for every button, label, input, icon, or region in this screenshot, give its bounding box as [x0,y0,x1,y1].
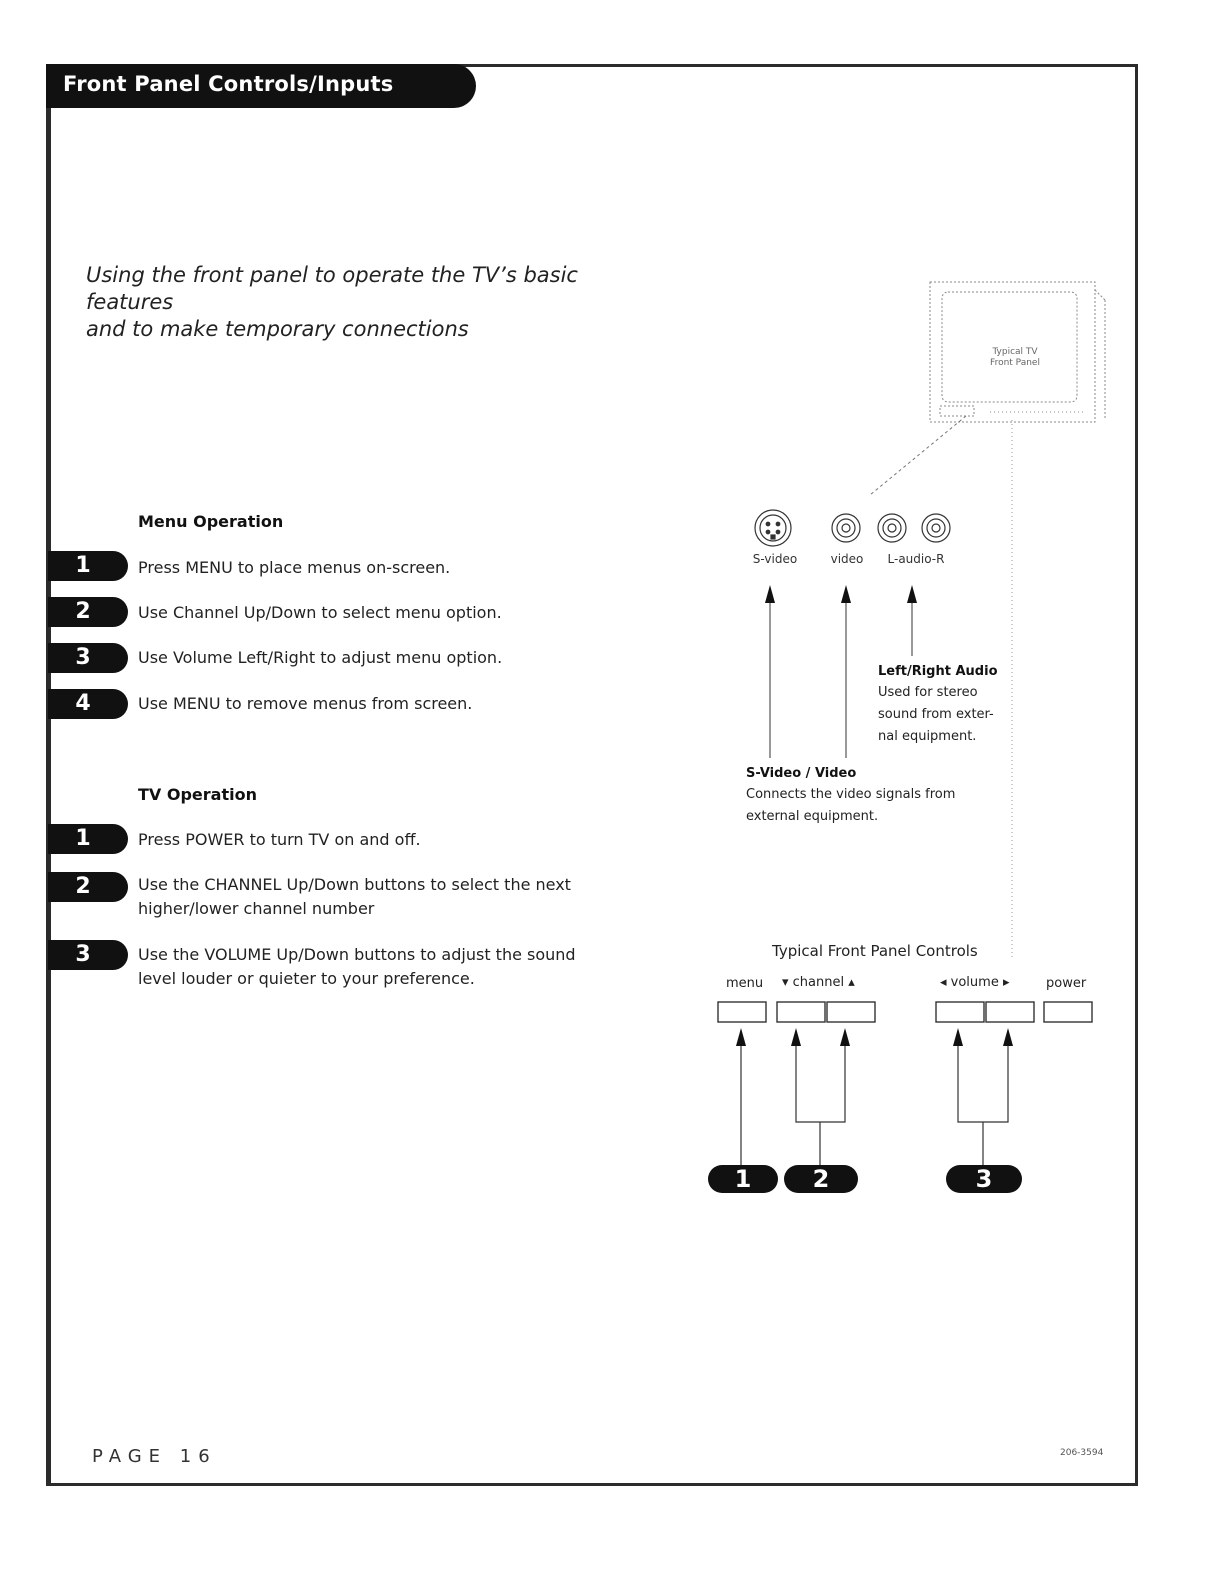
volume-control-label: ◂ volume ▸ [940,975,1010,990]
tv-operation-heading: TV Operation [138,785,257,804]
video-jack-icon [832,514,860,542]
menu-arrowhead [736,1028,746,1046]
svideo-arrowhead [765,585,775,603]
menu-step-2-text: Use Channel Up/Down to select menu option. [138,603,502,622]
svideo-label: S-video [752,552,798,566]
page-frame-left-edge [46,64,51,1486]
video-annotation-heading: S-Video / Video [746,766,857,781]
audio-label: L-audio-R [887,552,945,566]
control-arrows [741,1034,1008,1168]
menu-button-box [718,1002,766,1022]
channel-down-arrowhead [791,1028,801,1046]
volume-down-arrowhead [953,1028,963,1046]
video-arrowhead [841,585,851,603]
menu-step-1-badge: 1 [48,551,128,581]
menu-step-3-badge: 3 [48,643,128,673]
tv-step-2-badge: 2 [48,872,128,902]
tv-front-panel-label [980,347,1050,369]
menu-step-4-badge: 4 [48,689,128,719]
power-button-box [1044,1002,1092,1022]
control-buttons [718,1002,1092,1022]
tv-illustration [870,282,1105,960]
svideo-jack-icon [755,510,791,546]
menu-control-label: menu [726,976,764,991]
audio-right-jack-icon [922,514,950,542]
audio-annotation-line-3: nal equipment. [878,729,977,744]
tv-side-top [1095,290,1105,300]
channel-up-button-box [827,1002,875,1022]
audio-left-jack-icon [878,514,906,542]
tv-step-1-text: Press POWER to turn TV on and off. [138,830,421,849]
video-annotation-line-2: external equipment. [746,809,879,824]
audio-annotation-line-1: Used for stereo [878,685,978,700]
channel-control-label: ▾ channel ▴ [782,975,855,990]
volume-down-button-box [936,1002,984,1022]
volume-up-button-box [986,1002,1034,1022]
subtitle-line-1: Using the front panel to operate the TV’s basic features [86,263,578,314]
control-arrowheads [736,1028,1013,1046]
tv-step-3-badge: 3 [48,940,128,970]
controls-title: Typical Front Panel Controls [772,942,978,960]
menu-operation-heading: Menu Operation [138,512,284,531]
volume-bracket [958,1034,1008,1122]
front-panel-diagram [690,270,1130,1210]
control-bubble-3: 3 [946,1165,1022,1193]
video-annotation-line-1: Connects the video signals from [746,787,956,802]
video-label: video [830,552,864,566]
page-title: Front Panel Controls/Inputs [63,72,394,96]
tv-step-3-text: Use the VOLUME Up/Down buttons to adjust the sound level louder or quieter to your preference. [138,945,576,988]
control-bubble-1: 1 [708,1165,778,1193]
video-annotation-text [746,784,955,828]
tv-label-line-1: Typical TV [992,347,1038,357]
menu-step-3-text: Use Volume Left/Right to adjust menu option. [138,648,503,667]
tv-label-line-2: Front Panel [990,358,1040,368]
audio-annotation-heading: Left/Right Audio [878,664,998,679]
audio-annotation-text [878,682,994,748]
page-number: PAGE 16 [92,1446,217,1467]
audio-arrowhead [907,585,917,603]
tv-step-2-text: Use the CHANNEL Up/Down buttons to select the next higher/lower channel number [138,875,571,918]
volume-up-arrowhead [1003,1028,1013,1046]
jack-callout-line [870,416,966,495]
input-jacks [755,510,950,546]
subtitle-line-2: and to make temporary connections [86,317,469,341]
tv-step-1-badge: 1 [48,824,128,854]
tv-jack-panel [940,406,974,416]
menu-step-2-badge: 2 [48,597,128,627]
document-code: 206-3594 [1060,1448,1104,1458]
page-subtitle [86,262,646,343]
channel-bracket [796,1034,845,1122]
menu-step-1-text: Press MENU to place menus on-screen. [138,558,451,577]
channel-down-button-box [777,1002,825,1022]
menu-step-4-text: Use MENU to remove menus from screen. [138,694,473,713]
channel-up-arrowhead [840,1028,850,1046]
power-control-label: power [1046,976,1087,991]
audio-annotation-line-2: sound from exter- [878,707,994,722]
control-bubble-2: 2 [784,1165,858,1193]
